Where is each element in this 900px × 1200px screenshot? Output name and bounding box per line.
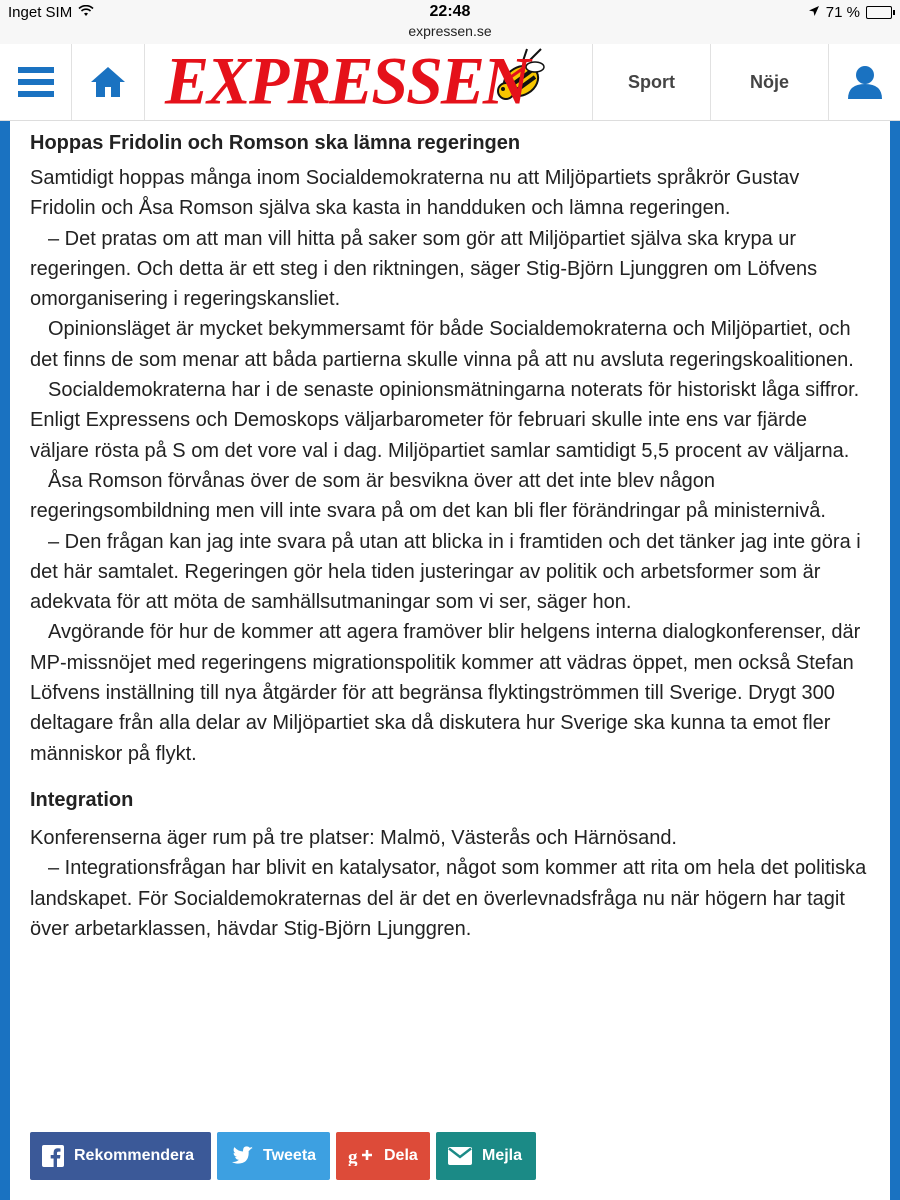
section-heading: Integration — [30, 788, 134, 811]
article-paragraph: Konferenserna äger rum på tre platser: Malmö, Västerås och Härnösand. — [30, 826, 677, 849]
site-navbar — [0, 44, 900, 121]
article-paragraph: Åsa Romson förvånas över de som är besvikna över att det inte blev någon regeringsombildning men vill inte svara på om det kan bli fler förändringar på ministernivå. — [30, 469, 826, 523]
user-account-button[interactable] — [829, 44, 900, 120]
nav-noje[interactable] — [711, 44, 829, 120]
home-icon — [90, 66, 126, 98]
user-icon — [847, 65, 883, 99]
nav-noje-label: Nöje — [749, 71, 789, 92]
home-button[interactable] — [72, 44, 145, 120]
status-bar — [0, 0, 900, 44]
article-paragraph: Opinionsläget är mycket bekymmersamt för både Socialdemokraterna och Miljöpartiet, och det finns de som menar att båda partierna skulle vinna på att nu avsluta regeringskoalitionen. — [30, 318, 854, 371]
share-googleplus-button[interactable] — [336, 1132, 430, 1180]
article-paragraph: Samtidigt hoppas många inom Socialdemokraterna nu att Miljöpartiets språkrör Gustav Fridolin och Åsa Romson själva ska kasta in handduken och lämna regeringen. — [30, 167, 800, 220]
share-email-label: Mejla — [482, 1147, 523, 1164]
share-bar — [30, 1132, 536, 1180]
share-facebook-label: Rekommendera — [74, 1147, 195, 1164]
hamburger-icon — [18, 67, 54, 97]
facebook-icon — [42, 1145, 64, 1167]
share-facebook-button[interactable] — [30, 1132, 211, 1180]
twitter-icon — [229, 1146, 253, 1166]
article-paragraph: – Integrationsfrågan har blivit en katalysator, något som kommer att rita om hela det politiska landskapet. För Socialdemokraternas del är det en överlevnadsfråga nu när högern har tagit över arbetarklassen, hävdar Stig-Björn Ljunggren. — [30, 857, 867, 940]
share-googleplus-label: Dela — [384, 1147, 418, 1164]
google-plus-icon — [348, 1146, 374, 1166]
section-heading: Hoppas Fridolin och Romson ska lämna regeringen — [30, 132, 521, 154]
article-paragraph: – Det pratas om att man vill hitta på saker som gör att Miljöpartiet själva ska krypa ur regeringen. Och detta är ett steg i den riktningen, säger Stig-Björn Ljunggren om Löfvens omorganisering i regeringskansliet. — [30, 227, 818, 311]
expressen-logo-link[interactable] — [145, 44, 593, 120]
mail-icon — [448, 1147, 472, 1165]
share-twitter-label: Tweeta — [263, 1147, 317, 1164]
share-email-button[interactable] — [436, 1132, 536, 1180]
carrier-label: Inget SIM — [8, 4, 73, 21]
article-paragraph: Socialdemokraterna har i de senaste opinionsmätningarna noterats för historiskt låga siffror. Enligt Expressens och Demoskops väljarbarometer för februari skulle inte ens var fjärde väljare rösta på S om det vore val i dag. Miljöpartiet samlar samtidigt 5,5 procent av väljarna. — [30, 379, 860, 462]
share-twitter-button[interactable] — [217, 1132, 330, 1180]
nav-sport-label: Sport — [628, 71, 675, 92]
right-accent-bar — [890, 121, 900, 1200]
status-right — [808, 4, 892, 21]
article-body — [30, 128, 870, 944]
article-paragraph: – Den frågan kan jag inte svara på utan att blicka in i framtiden och det tänker jag inte göra i det här samtalet. Regeringen gör hela tiden justeringar av politik och arbetsformer som är adekvata för att möta de samhällsutmaningar som vi ser, säger hon. — [30, 530, 861, 614]
address-url[interactable]: expressen.se — [408, 23, 492, 39]
left-accent-bar — [0, 121, 10, 1200]
svg-text:g: g — [348, 1147, 358, 1166]
nav-sport[interactable] — [593, 44, 711, 120]
status-time: 22:48 — [429, 3, 471, 20]
site-logo: EXPRESSEN — [165, 44, 529, 119]
battery-icon — [866, 6, 892, 19]
location-arrow-icon — [808, 4, 820, 21]
menu-button[interactable] — [0, 44, 72, 120]
battery-percent: 71 % — [825, 4, 860, 21]
article-paragraph: Avgörande för hur de kommer att agera framöver blir helgens interna dialogkonferenser, där MP-missnöjet med regeringens migrationspolitik kommer att vädras öppet, men också Stefan Löfvens inställning till nya åtgärder för att begränsa flyktingströmmen till Sverige. Drygt 300 deltagare från alla delar av Miljöpartiet ska då diskutera hur Sverige ska kunna ta emot fler människor på flykt. — [30, 621, 861, 765]
